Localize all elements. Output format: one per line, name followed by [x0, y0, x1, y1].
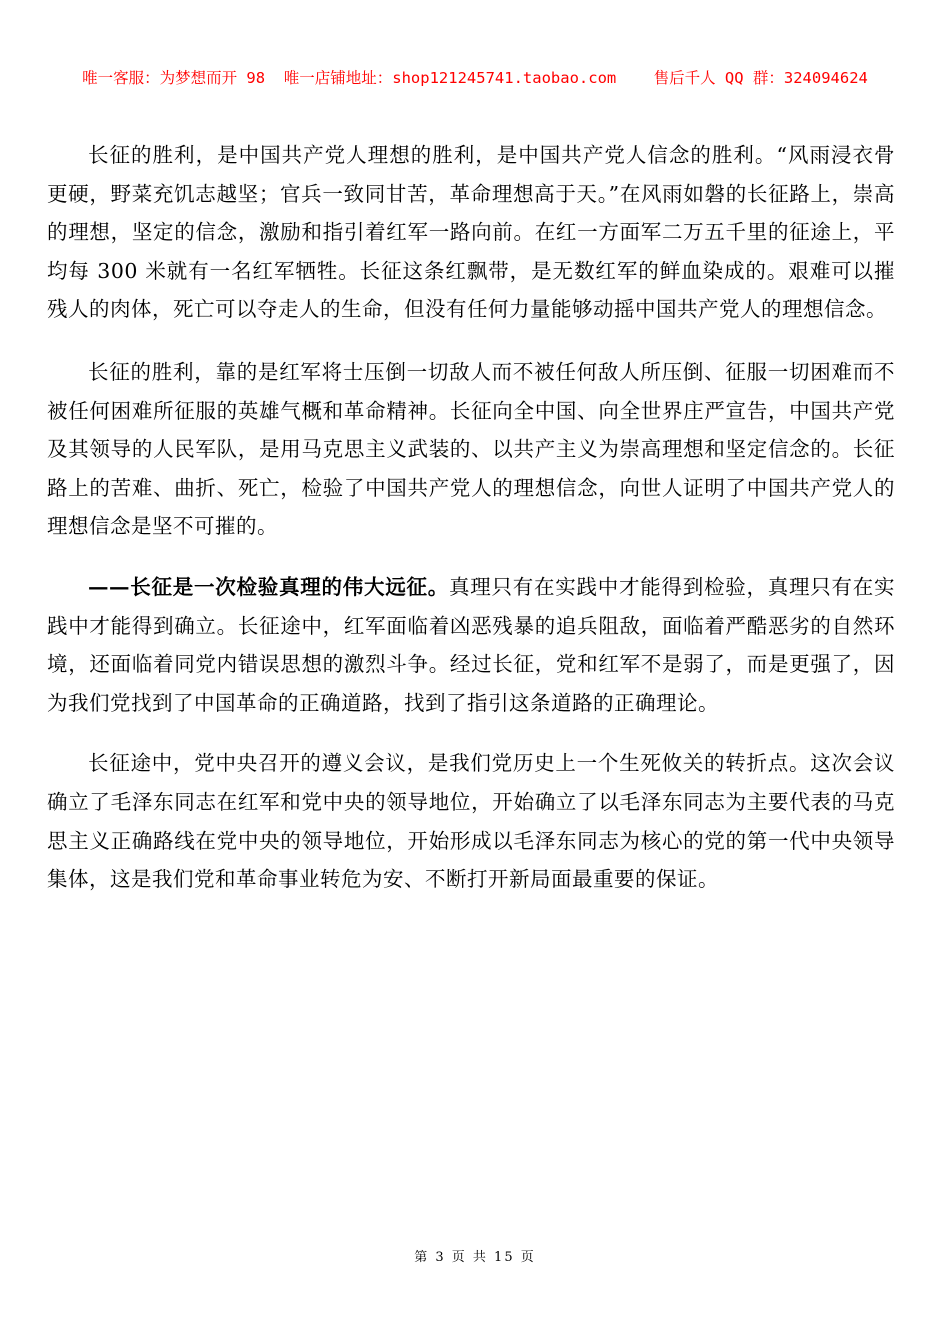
- page-number: 第 3 页 共 15 页: [414, 1250, 536, 1265]
- paragraph-3-text: 真理只有在实践中才能得到检验，真理只有在实践中才能得到确立。长征途中，红军面临着凶恶残暴的追兵阻敌，面临着严酷恶劣的自然环境，还面临着同党内错误思想的激烈斗争。经过长征，党和红军不是弱了，而是更强了，因为我们党找到了中国革命的正确道路，找到了指引这条道路的正确理论。: [47, 574, 895, 715]
- header-qq-group: 售后千人 QQ 群：324094624: [653, 69, 868, 87]
- paragraph-3: [47, 568, 895, 722]
- header-service: 唯一客服：为梦想而开 98: [82, 69, 266, 87]
- paragraph-4: 长征途中，党中央召开的遵义会议，是我们党历史上一个生死攸关的转折点。这次会议确立了毛泽东同志在红军和党中央的领导地位，开始确立了以毛泽东同志为主要代表的马克思主义正确路线在党中央的领导地位，开始形成以毛泽东同志为核心的党的第一代中央领导集体，这是我们党和革命事业转危为安、不断打开新局面最重要的保证。: [47, 751, 895, 892]
- paragraph-2: 长征的胜利，靠的是红军将士压倒一切敌人而不被任何敌人所压倒、征服一切困难而不被任何困难所征服的英雄气概和革命精神。长征向全中国、向全世界庄严宣告，中国共产党及其领导的人民军队，是用马克思主义武装的、以共产主义为崇高理想和坚定信念的。长征路上的苦难、曲折、死亡，检验了中国共产党人的理想信念，向世人证明了中国共产党人的理想信念是坚不可摧的。: [47, 359, 895, 539]
- page-header: [0, 66, 950, 88]
- header-store-address: 唯一店铺地址：shop121245741.taobao.com: [283, 69, 617, 87]
- paragraph-3-lead: ——长征是一次检验真理的伟大远征。: [88, 574, 449, 599]
- paragraph-1: 长征的胜利，是中国共产党人理想的胜利，是中国共产党人信念的胜利。“风雨浸衣骨更硬，野菜充饥志越坚；官兵一致同甘苦，革命理想高于天。”在风雨如磐的长征路上，崇高的理想，坚定的信念，激励和指引着红军一路向前。在红一方面军二万五千里的征途上，平均每 300 米就有一名红军牺牲。长征这条红飘带，是无数红军的鲜血染成的。艰难可以摧残人的肉体，死亡可以夺走人的生命，但没有任何力量能够动摇中国共产党人的理想信念。: [47, 143, 895, 322]
- document-body: [47, 136, 895, 899]
